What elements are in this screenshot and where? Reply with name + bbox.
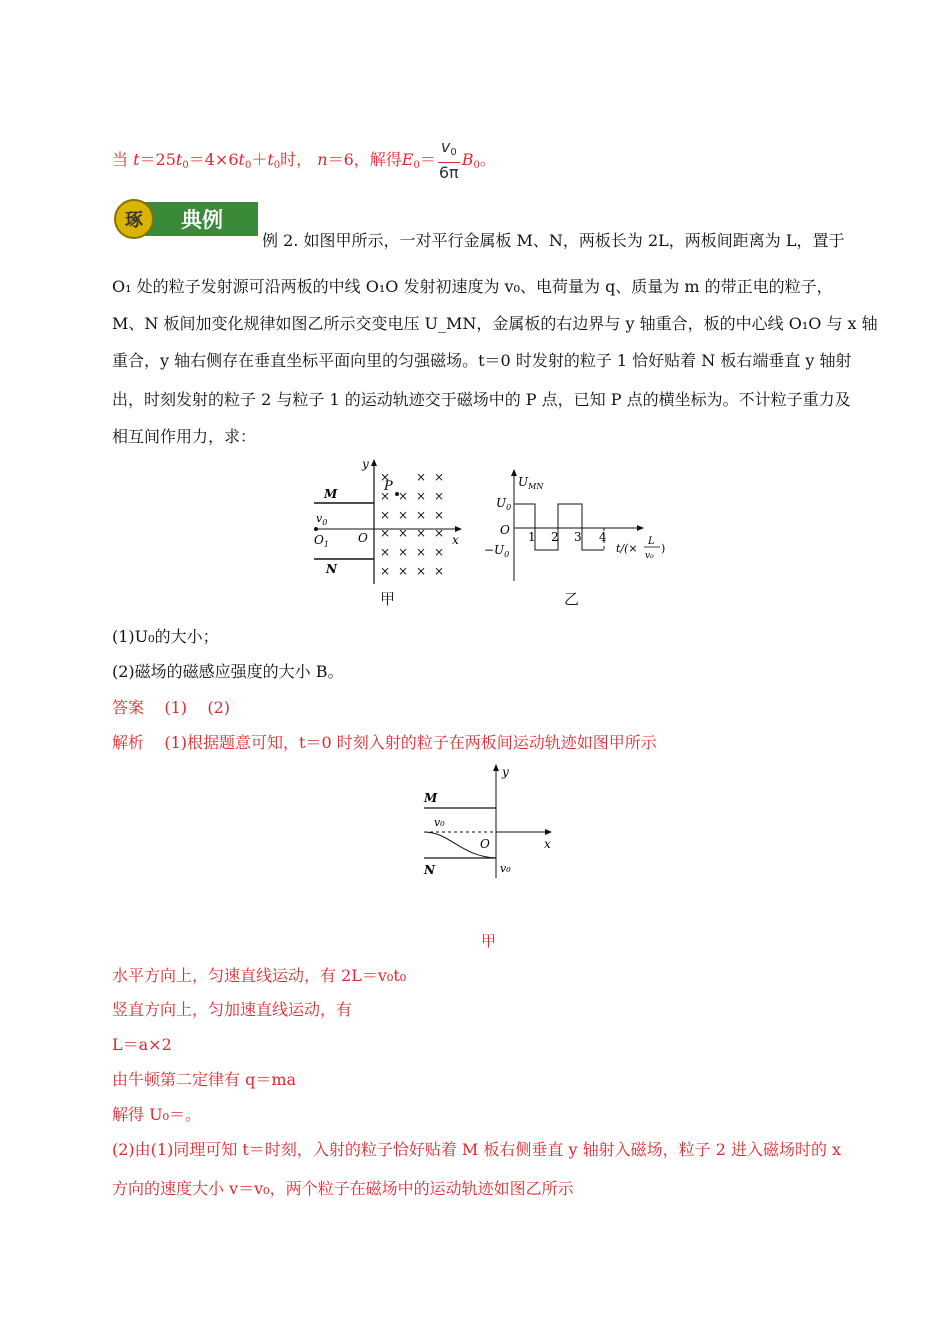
field-cross: × (380, 545, 391, 559)
analysis-line-7: (2)由(1)同理可知 t＝时刻，入射的粒子恰好贴着 M 板右侧垂直 y 轴射入磁场，粒子 2 进入磁场时的 x (112, 1140, 842, 1159)
af-x-label: x (544, 837, 551, 851)
question-2: (2)磁场的磁感应强度的大小 B。 (112, 662, 344, 681)
example-line-2: O₁ 处的粒子发射源可沿两板的中线 O₁O 发射初速度为 v₀、电荷量为 q、质量为 m 的带正电的粒子， (112, 277, 833, 296)
tick-1: 1 (528, 530, 536, 544)
field-cross: × (380, 470, 391, 484)
field-cross: × (380, 489, 391, 503)
analysis-line-5: 由牛顿第二定律有 q＝ma (112, 1070, 297, 1089)
t-frac-den: v₀ (645, 551, 654, 561)
field-cross: × (398, 564, 409, 578)
af-v0-label: v₀ (434, 816, 445, 829)
af-y-arrow (493, 764, 499, 771)
origin-label: O (500, 523, 510, 537)
label-p: P (384, 479, 393, 494)
tick-3: 3 (574, 530, 582, 544)
label-v0: $v_0$ (316, 512, 328, 527)
y-axis-arrow (371, 459, 377, 466)
example-line-1: 例 2. 如图甲所示，一对平行金属板 M、N，两板长为 2L，两板间距离为 L，置于 (262, 231, 845, 250)
af-v0-exit-label: v₀ (500, 862, 511, 875)
field-cross: × (434, 489, 445, 503)
y-label: y (362, 457, 369, 471)
example-line-3: M、N 板间加变化规律如图乙所示交变电压 U_MN，金属板的右边界与 y 轴重合，板的中心线 O₁O 与 x 轴 (112, 314, 878, 333)
source-point (314, 527, 318, 531)
field-cross: × (380, 508, 391, 522)
caption-yi: 乙 (564, 590, 580, 608)
field-cross: × (434, 545, 445, 559)
field-cross: × (380, 564, 391, 578)
analysis-line-4: L＝a×2 (112, 1035, 172, 1054)
field-cross: × (380, 526, 391, 540)
example-line-5: 出，时刻发射的粒子 2 与粒子 1 的运动轨迹交于磁场中的 P 点，已知 P 点的横坐标为。不计粒子重力及 (112, 390, 851, 409)
badge-seal-text: 琢 (125, 210, 143, 231)
analysis-line-2: 水平方向上，匀速直线运动，有 2L＝v₀t₀ (112, 966, 407, 985)
question-1: (1)U₀的大小； (112, 627, 219, 646)
x-axis-arrow (455, 526, 462, 532)
field-cross: × (416, 470, 427, 484)
tick-2: 2 (551, 530, 559, 544)
u-axis-label: $U_{MN}$ (518, 475, 544, 491)
field-cross: × (398, 545, 409, 559)
answer-line: 答案 (1) (2) (112, 698, 231, 717)
field-cross: × (398, 508, 409, 522)
field-cross: × (398, 526, 409, 540)
field-cross: × (416, 526, 427, 540)
u-axis-arrow (511, 469, 517, 476)
af-label-m: M (424, 791, 438, 805)
analysis-line-8: 方向的速度大小 v＝v₀，两个粒子在磁场中的运动轨迹如图乙所示 (112, 1179, 574, 1198)
figure-jia (310, 456, 470, 608)
label-m: M (324, 487, 338, 501)
t-axis-label: t/(× (616, 542, 638, 555)
analysis-line-1: 解析 (1)根据题意可知，t＝0 时刻入射的粒子在两板间运动轨迹如图甲所示 (112, 733, 657, 752)
analysis-figure (420, 760, 560, 880)
analysis-fig-caption: 甲 (481, 932, 497, 950)
t-axis-arrow (637, 525, 644, 531)
field-cross: × (416, 564, 427, 578)
badge-label: 典例 (181, 208, 223, 232)
example-line-4: 重合，y 轴右侧存在垂直坐标平面向里的匀强磁场。t＝0 时发射的粒子 1 恰好贴着 N 板右端垂直 y 轴射 (112, 351, 852, 370)
af-y-label: y (502, 765, 509, 779)
example-badge (112, 198, 260, 240)
example-line-6: 相互间作用力，求： (112, 427, 257, 446)
t-frac-num: L (648, 536, 655, 547)
af-x-arrow (545, 829, 552, 835)
result-line: 当 $t=25t_0=4\times 6t_0+t_0$时， n＝6，解得$E_0=$ $\frac{v_0}{6\pi}$ $B_0$。 (112, 137, 496, 182)
field-cross: × (434, 564, 445, 578)
field-cross: × (416, 489, 427, 503)
neg-u0-label: $-U_0$ (484, 543, 510, 559)
figure-yi (484, 466, 674, 608)
label-o1: $O_1$ (314, 533, 329, 549)
tick-4: 4 (599, 530, 607, 544)
field-cross: × (434, 526, 445, 540)
label-o: O (358, 531, 368, 545)
af-o-label: O (480, 837, 490, 851)
u0-label: $U_0$ (496, 496, 512, 512)
field-cross: × (434, 508, 445, 522)
analysis-line-3: 竖直方向上，匀加速直线运动，有 (112, 1000, 353, 1019)
field-cross: × (434, 470, 445, 484)
fraction: $\frac{v_0}{6\pi}$ (438, 137, 459, 182)
t-axis-end: ) (661, 542, 666, 555)
field-cross: × (416, 545, 427, 559)
x-label: x (452, 533, 459, 547)
af-label-n: N (424, 863, 435, 877)
label-n: N (326, 562, 337, 576)
caption-jia: 甲 (380, 590, 396, 608)
field-cross: × (398, 489, 409, 503)
field-cross: × (416, 508, 427, 522)
analysis-line-6: 解得 U₀＝。 (112, 1105, 201, 1124)
